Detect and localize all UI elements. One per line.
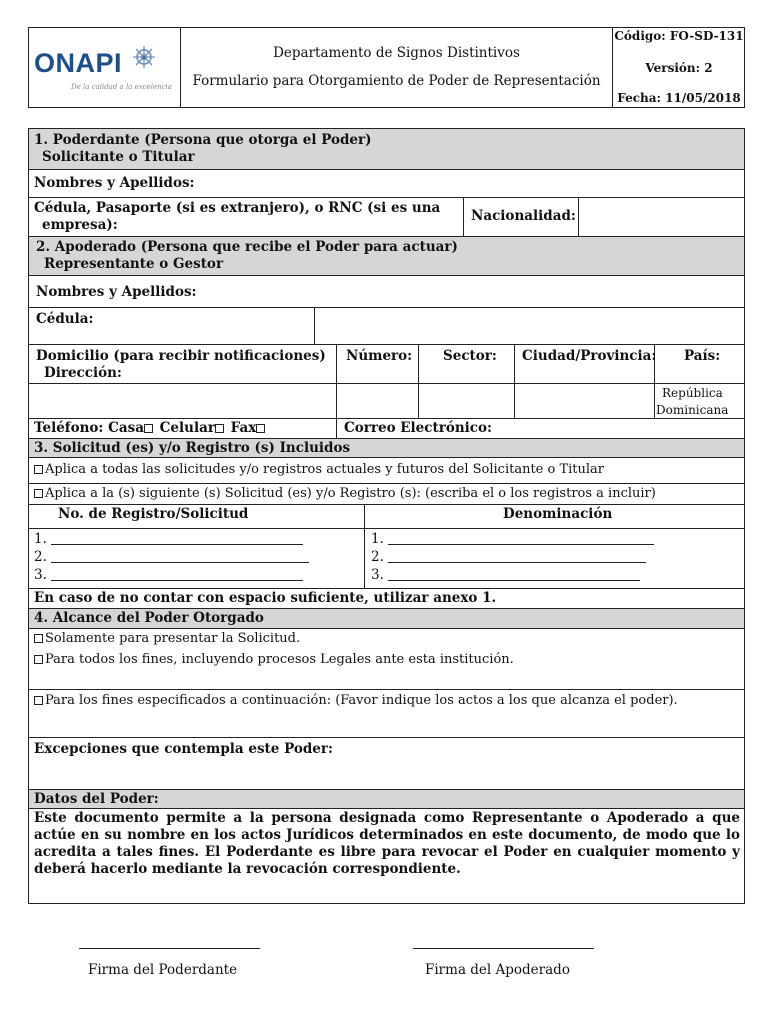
grantor-signature-label: Firma del Poderdante [88, 962, 238, 978]
power-scope-label-2: Para todos los fines, incluyendo procesos Legales ante esta institución. [45, 652, 514, 667]
phone-fax-label: Fax [230, 420, 257, 436]
power-scope-label-1: Solamente para presentar la Solicitud. [45, 631, 301, 646]
exceptions-label: Excepciones que contempla este Poder: [34, 741, 333, 757]
denomination-input-1[interactable] [388, 532, 654, 545]
section3-title: 3. Solicitud (es) y/o Registro (s) Incluidos [34, 440, 351, 456]
phone-label [34, 420, 267, 436]
country-label: País: [684, 348, 721, 364]
scope-specific-option [34, 486, 656, 502]
address-label: Domicilio (para recibir notificaciones) [36, 348, 326, 364]
email-field[interactable] [480, 419, 742, 437]
denomination-row-1 [371, 531, 654, 547]
city-field[interactable] [516, 385, 652, 416]
registry-row-3-label: 3. [34, 567, 47, 583]
power-scope-option-1 [34, 631, 300, 647]
grantor-id-label-cont: empresa): [42, 217, 118, 233]
power-scope-details-field[interactable] [30, 712, 742, 735]
power-scope-option-3 [34, 693, 678, 709]
sector-field[interactable] [420, 385, 512, 416]
nationality-label: Nacionalidad: [471, 208, 576, 224]
attorney-id-label: Cédula: [36, 311, 94, 327]
power-scope-option-2 [34, 652, 514, 668]
phone-cell-label: Celular [159, 420, 215, 436]
doc-version: Versión: 2 [645, 61, 713, 75]
section1-title: 1. Poderdante (Persona que otorga el Poder) [34, 132, 372, 148]
exceptions-field[interactable] [30, 760, 742, 787]
scope-all-option [34, 462, 604, 478]
attorney-names-label: Nombres y Apellidos: [36, 284, 197, 300]
datos-title: Datos del Poder: [34, 791, 159, 807]
grantor-names-label: Nombres y Apellidos: [34, 175, 195, 191]
section1-subtitle: Solicitante o Titular [42, 149, 195, 165]
address-field[interactable] [30, 385, 334, 416]
number-label: Número: [346, 348, 413, 364]
attorney-id-field[interactable] [316, 309, 742, 342]
denomination-input-2[interactable] [388, 550, 646, 563]
email-label: Correo Electrónico: [344, 420, 492, 436]
denomination-row-1-label: 1. [371, 531, 384, 547]
department-name: Departamento de Signos Distintivos [273, 45, 520, 61]
section2-title: 2. Apoderado (Persona que recibe el Poder para actuar) [36, 239, 458, 255]
country-value-cont: Dominicana [656, 403, 729, 417]
logo-text: ONAPI [34, 48, 123, 78]
denomination-input-3[interactable] [388, 568, 640, 581]
attorney-names-field[interactable] [200, 277, 740, 305]
section4-title: 4. Alcance del Poder Otorgado [34, 610, 264, 626]
scope-all-checkbox[interactable] [34, 465, 43, 474]
registry-input-1[interactable] [51, 532, 303, 545]
nationality-field[interactable] [580, 199, 742, 234]
logo-tagline: De la calidad a la excelencia [71, 83, 172, 91]
registry-input-3[interactable] [51, 568, 303, 581]
phone-home-label: Teléfono: Casa [34, 420, 144, 436]
doc-date: Fecha: 11/05/2018 [617, 91, 741, 105]
scope-all-label: Aplica a todas las solicitudes y/o registros actuales y futuros del Solicitante o Titular [45, 462, 605, 477]
denomination-row-2 [371, 549, 646, 565]
registry-row-2 [34, 549, 309, 565]
denomination-col-header: Denominación [503, 506, 613, 522]
ship-wheel-icon [132, 45, 156, 69]
denomination-row-3 [371, 567, 640, 583]
city-label: Ciudad/Provincia: [522, 348, 657, 364]
section2-subtitle: Representante o Gestor [44, 256, 224, 272]
attorney-signature-line[interactable] [413, 948, 594, 949]
registry-row-1-label: 1. [34, 531, 47, 547]
country-value: República [662, 386, 723, 400]
datos-text: Este documento permite a la persona designada como Representante o Apoderado a que actúe en su nombre en los actos Jurídicos determinados en este documento, de modo que lo acredita a tales fines. El Poderdante es libre para revocar el Poder en cualquier momento y deberá hacerlo mediante la revocación correspondiente. [34, 810, 740, 877]
phone-home-checkbox[interactable] [144, 424, 153, 433]
svg-text:®: ® [140, 54, 148, 62]
annex-note: En caso de no contar con espacio suficiente, utilizar anexo 1. [34, 590, 497, 606]
sector-label: Sector: [443, 348, 497, 364]
registry-col-header: No. de Registro/Solicitud [58, 506, 249, 522]
form-title: Formulario para Otorgamiento de Poder de Representación [192, 73, 601, 89]
scope-specific-label: Aplica a la (s) siguiente (s) Solicitud (es) y/o Registro (s): (escriba el o los registros a incluir) [45, 486, 656, 501]
doc-code: Código: FO-SD-131 [614, 29, 744, 43]
phone-fax-checkbox[interactable] [256, 424, 265, 433]
power-scope-checkbox-1[interactable] [34, 634, 43, 643]
registry-row-3 [34, 567, 303, 583]
onapi-logo [34, 40, 174, 100]
registry-row-2-label: 2. [34, 549, 47, 565]
denomination-row-3-label: 3. [371, 567, 384, 583]
registry-input-2[interactable] [51, 550, 309, 563]
denomination-row-2-label: 2. [371, 549, 384, 565]
power-scope-label-3: Para los fines especificados a continuación: (Favor indique los actos a los que alcanza el poder). [45, 693, 678, 708]
scope-specific-checkbox[interactable] [34, 489, 43, 498]
attorney-signature-label: Firma del Apoderado [425, 962, 570, 978]
power-scope-checkbox-2[interactable] [34, 655, 43, 664]
phone-cell-checkbox[interactable] [215, 424, 224, 433]
grantor-names-field[interactable] [200, 171, 740, 195]
grantor-signature-line[interactable] [79, 948, 260, 949]
number-field[interactable] [338, 385, 416, 416]
registry-row-1 [34, 531, 303, 547]
address-sublabel: Dirección: [44, 365, 122, 381]
grantor-id-field[interactable] [400, 199, 460, 234]
grantor-id-label: Cédula, Pasaporte (si es extranjero), o RNC (si es una [34, 200, 441, 216]
power-scope-checkbox-3[interactable] [34, 696, 43, 705]
